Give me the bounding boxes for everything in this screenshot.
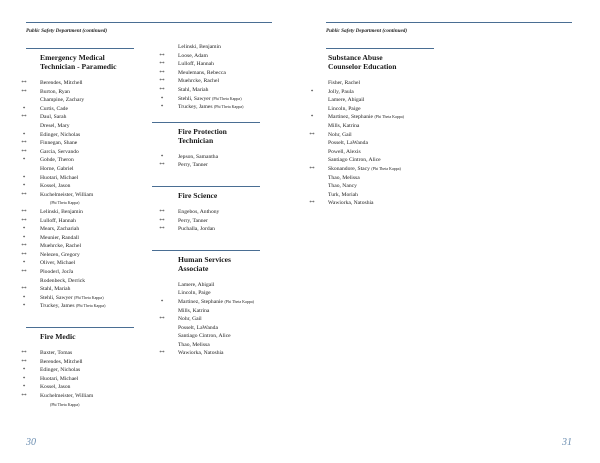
graduate-name: Burton, Ryan xyxy=(40,88,70,95)
graduate-name: Puchalla, Jordan xyxy=(178,226,215,233)
honor-mark: * xyxy=(160,298,164,305)
list-item xyxy=(302,79,452,88)
graduate-name: Rodenbeck, Derrick xyxy=(40,277,86,284)
graduate-name: Mears, Zachariah xyxy=(40,226,80,233)
honor-mark: ** xyxy=(21,148,27,155)
list-item xyxy=(14,392,152,401)
running-head: Public Safety Department (continued) xyxy=(26,28,108,34)
name-list xyxy=(14,79,152,311)
section-title-line: Human Services xyxy=(178,254,231,264)
section-rule xyxy=(26,48,134,49)
graduate-name: Lelinski, Benjamin xyxy=(178,44,221,50)
honor-mark: ** xyxy=(21,286,27,293)
list-item xyxy=(14,174,152,183)
list-item xyxy=(14,131,152,140)
list-item xyxy=(14,139,152,148)
list-item xyxy=(14,217,152,226)
honor-mark: ** xyxy=(21,140,27,147)
list-item xyxy=(14,234,152,243)
graduate-name: Lincoln, Paige xyxy=(328,105,361,112)
honor-mark: ** xyxy=(21,251,27,258)
running-head: Public Safety Department (continued) xyxy=(326,28,408,34)
graduate-name: Loose, Adam xyxy=(178,52,208,59)
honor-mark: ** xyxy=(21,80,27,86)
list-item xyxy=(14,259,152,268)
graduate-name: Fisher, Rachel xyxy=(328,80,361,86)
list-item xyxy=(14,302,152,311)
honor-mark: ** xyxy=(21,269,27,276)
list-item xyxy=(152,52,290,61)
list-item xyxy=(302,88,452,97)
list-item xyxy=(14,401,152,410)
graduate-name: Stehli, Sawyer (Phi Theta Kappa) xyxy=(178,95,242,102)
honor-mark: ** xyxy=(21,217,27,224)
list-item xyxy=(302,105,452,114)
list-item xyxy=(14,148,152,157)
list-item xyxy=(14,79,152,88)
honor-mark: * xyxy=(22,157,26,164)
list-item xyxy=(302,182,452,191)
section-title-line: Substance Abuse xyxy=(328,53,383,62)
section-title-line: Emergency Medical xyxy=(40,53,105,62)
graduate-name: Truckey, James (Phi Theta Kappa) xyxy=(40,303,106,310)
honor-mark: * xyxy=(22,183,26,190)
list-item xyxy=(152,225,290,234)
graduate-name: Lulloff, Hannah xyxy=(178,61,214,68)
list-item xyxy=(302,174,452,183)
list-item xyxy=(302,131,452,140)
section-title-line: Technician - Paramedic xyxy=(40,62,117,71)
graduate-name: Truckey, James (Phi Theta Kappa) xyxy=(178,104,244,111)
section-title-line: Fire Medic xyxy=(40,332,76,342)
name-list xyxy=(152,208,290,234)
honor-mark: ** xyxy=(159,86,165,93)
section-title-line: Associate xyxy=(178,263,209,273)
honor-mark: * xyxy=(22,260,26,267)
section-title-emt-paramedic xyxy=(40,53,152,71)
honor-mark: * xyxy=(22,131,26,138)
list-item xyxy=(14,208,152,217)
graduate-name: Berendes, Mitchell xyxy=(40,358,83,365)
list-item xyxy=(14,191,152,200)
honor-mark: ** xyxy=(21,243,27,250)
graduate-name: Dresel, Mary xyxy=(40,122,70,129)
honor-mark: ** xyxy=(159,52,165,59)
graduate-name: Posselt, LaWanda xyxy=(178,324,218,331)
list-item xyxy=(302,199,452,208)
honor-mark: * xyxy=(22,226,26,233)
graduate-name: Perry, Tanner xyxy=(178,217,208,224)
list-item xyxy=(302,191,452,200)
honor-mark: ** xyxy=(159,69,165,76)
phi-theta-kappa-note: (Phi Theta Kappa) xyxy=(74,294,104,300)
graduate-name xyxy=(50,199,79,208)
graduate-name: Horne, Gabriel xyxy=(40,165,74,172)
graduate-name: Kuchelmeister, William xyxy=(40,393,94,399)
honor-mark: * xyxy=(22,105,26,112)
honor-mark: * xyxy=(22,375,26,382)
list-item xyxy=(302,156,452,165)
honor-mark: * xyxy=(310,88,314,95)
graduate-name: Garcia, Servando xyxy=(40,148,79,155)
name-list xyxy=(152,153,290,170)
section-title-fire-science xyxy=(178,191,290,200)
graduate-name: Curtis, Cade xyxy=(40,105,68,112)
list-item xyxy=(152,69,290,78)
list-item xyxy=(14,113,152,122)
graduate-name: Baxter, Tomas xyxy=(40,350,73,357)
right-page xyxy=(300,0,600,463)
list-item xyxy=(14,349,152,358)
list-item xyxy=(152,281,290,290)
graduate-name: Posselt, LaWanda xyxy=(328,140,368,147)
list-item xyxy=(14,165,152,174)
list-item xyxy=(152,217,290,226)
honor-mark: * xyxy=(310,114,314,121)
graduate-name: Muehrcke, Rachel xyxy=(40,243,82,250)
graduate-name: Santiago Cintron, Alice xyxy=(328,157,381,164)
section-rule xyxy=(152,250,260,251)
graduate-name: Edinger, Nicholas xyxy=(40,131,81,138)
graduate-name: Nelezen, Gregory xyxy=(40,251,80,258)
honor-mark: * xyxy=(160,153,164,160)
section-title-fire-protection xyxy=(178,127,290,145)
honor-mark: ** xyxy=(159,316,165,323)
graduate-name: Oliver, Michael xyxy=(40,260,76,267)
honor-mark: * xyxy=(22,367,26,374)
section-title-human-services xyxy=(178,255,290,273)
graduate-name: Edinger, Nicholas xyxy=(40,367,81,374)
graduate-name: Santiago Cintron, Alice xyxy=(178,333,231,340)
graduate-name: Jolly, Paula xyxy=(328,88,354,95)
name-list xyxy=(152,281,290,358)
section-rule xyxy=(26,327,134,328)
list-item xyxy=(14,242,152,251)
honor-mark: ** xyxy=(21,393,27,399)
list-item xyxy=(14,251,152,260)
phi-theta-kappa-note: (Phi Theta Kappa) xyxy=(213,104,244,110)
list-item xyxy=(302,113,452,122)
honor-mark: ** xyxy=(159,217,165,224)
honor-mark: ** xyxy=(21,88,27,95)
list-item xyxy=(14,366,152,375)
name-list xyxy=(302,79,452,208)
list-item xyxy=(152,153,290,162)
honor-mark: ** xyxy=(21,114,27,121)
graduate-name: Stahl, Mariah xyxy=(40,286,71,293)
graduate-name: Champine, Zachary xyxy=(40,97,85,104)
list-item xyxy=(152,341,290,350)
graduate-name: Huotari, Michael xyxy=(40,375,79,382)
graduate-name: Wawiorka, Natoshia xyxy=(178,350,224,357)
graduate-name: Perry, Tanner xyxy=(178,162,208,169)
list-item xyxy=(152,307,290,316)
graduate-name: Wawiorka, Natoshia xyxy=(328,200,374,207)
list-item xyxy=(152,324,290,333)
phi-theta-kappa-note: (Phi Theta Kappa) xyxy=(212,95,242,101)
section-title-substance-abuse xyxy=(328,53,452,71)
graduate-name: Finnegan, Shane xyxy=(40,140,78,147)
list-item xyxy=(14,122,152,131)
graduate-name: Lamere, Abigail xyxy=(328,97,365,104)
graduate-name: Huotari, Michael xyxy=(40,174,79,181)
honor-mark: ** xyxy=(159,78,165,85)
page-number: 30 xyxy=(26,437,36,448)
list-item xyxy=(302,122,452,131)
graduate-name: Thao, Melissa xyxy=(178,341,210,348)
graduate-name: Thao, Nancy xyxy=(328,183,357,190)
list-item xyxy=(152,103,290,112)
honor-mark: ** xyxy=(309,165,315,172)
honor-mark: * xyxy=(160,95,164,102)
honor-mark: * xyxy=(22,234,26,241)
graduate-name xyxy=(50,401,79,410)
top-rule xyxy=(326,22,572,23)
list-item xyxy=(302,139,452,148)
graduate-name: Meulemans, Rebecca xyxy=(178,69,226,76)
graduate-name: Kuchelmeister, William xyxy=(40,191,94,198)
honor-mark: ** xyxy=(159,226,165,233)
list-item xyxy=(152,289,290,298)
graduate-name: Meunier, Randall xyxy=(40,234,79,241)
honor-mark: ** xyxy=(21,191,27,198)
graduate-name: Berendes, Mitchell xyxy=(40,80,83,86)
graduate-name: Thao, Melissa xyxy=(328,174,360,181)
honor-mark: * xyxy=(22,294,26,301)
graduate-name: Martinez, Stephanie (Phi Theta Kappa) xyxy=(178,298,254,305)
list-item xyxy=(14,88,152,97)
graduate-name: Plooderl, JorJa xyxy=(40,269,74,276)
graduate-name: Mills, Katrina xyxy=(328,122,360,129)
graduate-name: Gohde, Theron xyxy=(40,157,74,164)
list-item xyxy=(152,86,290,95)
graduate-name: Engebos, Anthony xyxy=(178,208,220,215)
graduate-name: Lamere, Abigail xyxy=(178,281,215,288)
top-rule xyxy=(26,22,272,23)
graduate-name: Lulloff, Hannah xyxy=(40,217,76,224)
phi-theta-kappa-note: (Phi Theta Kappa) xyxy=(374,114,404,120)
graduate-name: Kossel, Jason xyxy=(40,384,71,391)
graduate-name: Nohr, Gail xyxy=(178,316,202,323)
honor-mark: ** xyxy=(309,131,315,138)
list-item xyxy=(14,156,152,165)
honor-mark: ** xyxy=(159,350,165,357)
list-item xyxy=(152,298,290,307)
graduate-name: Skonandore, Stacy (Phi Theta Kappa) xyxy=(328,165,401,172)
section-rule xyxy=(326,48,434,49)
list-item xyxy=(14,268,152,277)
graduate-name: Lelinski, Benjamin xyxy=(40,208,83,215)
phi-theta-kappa-note: (Phi Theta Kappa) xyxy=(75,303,106,309)
phi-theta-kappa-note: (Phi Theta Kappa) xyxy=(50,200,80,206)
honor-mark: * xyxy=(22,303,26,310)
list-item xyxy=(14,182,152,191)
list-item xyxy=(14,383,152,392)
section-rule xyxy=(152,122,260,123)
list-item xyxy=(14,358,152,367)
list-item xyxy=(152,77,290,86)
list-item xyxy=(152,161,290,170)
list-item xyxy=(14,225,152,234)
section-rule xyxy=(152,186,260,187)
column-1 xyxy=(14,48,152,409)
graduate-name: Daul, Sarah xyxy=(40,114,67,121)
list-item xyxy=(14,375,152,384)
honor-mark: * xyxy=(22,384,26,391)
honor-mark: ** xyxy=(21,208,27,215)
graduate-name: Mills, Katrina xyxy=(178,307,210,314)
list-item xyxy=(152,43,290,52)
honor-mark: * xyxy=(22,174,26,181)
list-item xyxy=(14,199,152,208)
column-1 xyxy=(302,48,452,208)
honor-mark: ** xyxy=(309,200,315,207)
name-list-continued xyxy=(152,43,290,112)
list-item xyxy=(152,315,290,324)
honor-mark: ** xyxy=(159,162,165,169)
honor-mark: ** xyxy=(159,208,165,215)
list-item xyxy=(302,165,452,174)
honor-mark: ** xyxy=(21,350,27,357)
graduate-name: Turk, Moriah xyxy=(328,191,358,198)
section-title-line: Counselor Education xyxy=(328,62,397,71)
list-item xyxy=(152,208,290,217)
graduate-name: Martinez, Stephanie (Phi Theta Kappa) xyxy=(328,114,404,121)
section-title-fire-medic xyxy=(40,332,152,341)
list-item xyxy=(14,105,152,114)
list-item xyxy=(152,60,290,69)
list-item xyxy=(14,285,152,294)
list-item xyxy=(152,349,290,358)
list-item xyxy=(14,294,152,303)
list-item xyxy=(14,277,152,286)
graduate-name: Kossel, Jason xyxy=(40,183,71,190)
column-2 xyxy=(152,43,290,358)
honor-mark: ** xyxy=(159,61,165,68)
list-item xyxy=(152,95,290,104)
section-title-line: Fire Protection xyxy=(178,126,227,136)
graduate-name: Muehrcke, Rachel xyxy=(178,78,220,85)
graduate-name: Lincoln, Paige xyxy=(178,290,211,297)
section-title-line: Fire Science xyxy=(178,190,218,200)
list-item xyxy=(14,96,152,105)
section-title-line: Technician xyxy=(178,135,214,145)
page-number: 31 xyxy=(562,437,572,448)
honor-mark: ** xyxy=(21,358,27,365)
list-item xyxy=(152,332,290,341)
list-item xyxy=(302,96,452,105)
graduate-name: Stehli, Sawyer (Phi Theta Kappa) xyxy=(40,294,104,301)
list-item xyxy=(302,148,452,157)
graduate-name: Jepson, Samantha xyxy=(178,153,219,160)
graduate-name: Nohr, Gail xyxy=(328,131,352,138)
phi-theta-kappa-note: (Phi Theta Kappa) xyxy=(224,298,254,304)
graduate-name: Stahl, Mariah xyxy=(178,86,209,93)
phi-theta-kappa-note: (Phi Theta Kappa) xyxy=(371,165,401,171)
phi-theta-kappa-note: (Phi Theta Kappa) xyxy=(50,401,80,407)
name-list xyxy=(14,349,152,409)
honor-mark: * xyxy=(160,104,164,111)
graduate-name: Powell, Alexis xyxy=(328,148,361,155)
